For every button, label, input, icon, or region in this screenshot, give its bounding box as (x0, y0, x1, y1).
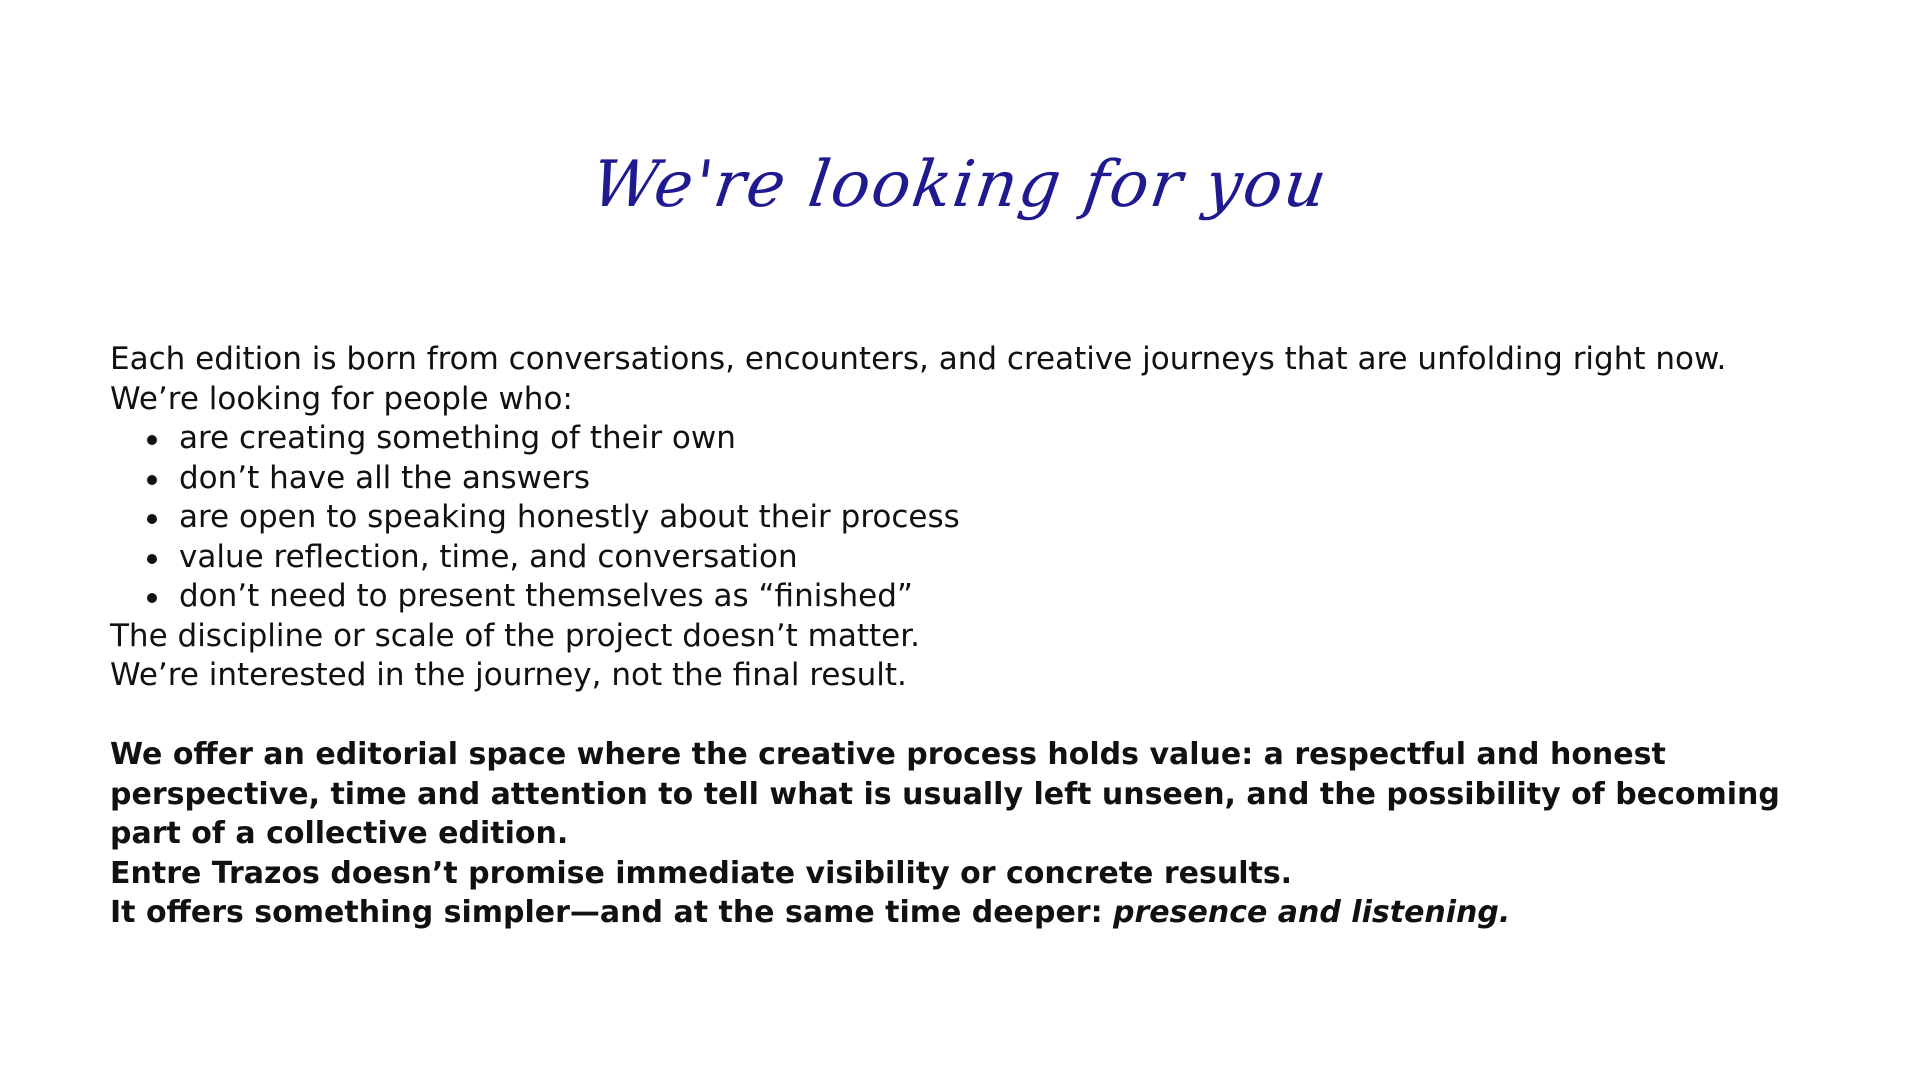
bullet-icon (147, 475, 157, 485)
bullet-icon (147, 593, 157, 603)
paragraph-spacer (110, 696, 1830, 736)
offer-section (110, 735, 1800, 933)
main-content (110, 340, 1830, 933)
offer-line-2: Entre Trazos doesn’t promise immediate visibility or concrete results. (110, 855, 1293, 891)
page-title: We're looking for you (587, 148, 1333, 222)
list-item (110, 538, 1830, 578)
list-item-text: value reflection, time, and conversation (179, 538, 798, 575)
bullet-icon (147, 514, 157, 524)
list-item-text: are open to speaking honestly about their process (179, 499, 960, 535)
intro-line-1: Each edition is born from conversations, encounters, and creative journeys that are unfolding right now. (110, 341, 1727, 377)
closing-line-2: We’re interested in the journey, not the final result. (110, 657, 907, 693)
list-item-text: don’t need to present themselves as “finished” (179, 578, 913, 614)
offer-paragraph: We offer an editorial space where the creative process holds value: a respectful and honest perspective, time and attention to tell what is usually left unseen, and the possibility of becoming part of a collective edition. (110, 737, 1780, 851)
list-item (110, 459, 1830, 499)
offer-line-3 (110, 893, 1800, 933)
criteria-list (110, 419, 1830, 617)
list-item (110, 419, 1830, 459)
list-item-text: don’t have all the answers (179, 459, 590, 496)
offer-line-3-emphasis: presence and listening. (1113, 895, 1511, 930)
list-item-text: are creating something of their own (179, 420, 736, 456)
list-item (110, 498, 1830, 538)
closing-line-1: The discipline or scale of the project doesn’t matter. (110, 617, 920, 654)
intro-line-2: We’re looking for people who: (110, 380, 573, 417)
offer-line-3-prefix: It offers something simpler—and at the same time deeper: (110, 895, 1114, 930)
bullet-icon (147, 435, 157, 445)
bullet-icon (147, 554, 157, 564)
list-item (110, 577, 1830, 617)
